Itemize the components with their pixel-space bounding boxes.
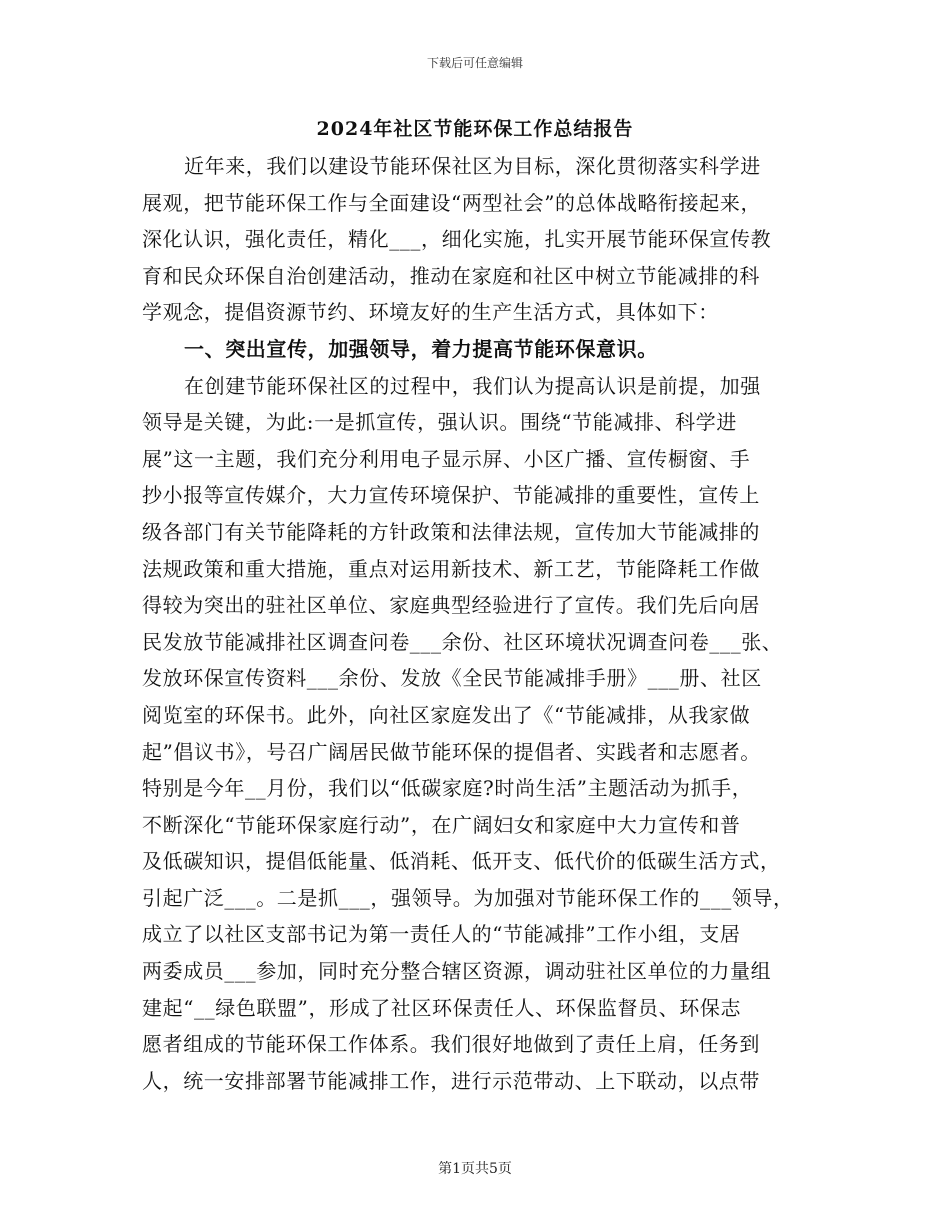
text-line: 得较为突出的驻社区单位、家庭典型经验进行了宣传。我们先后向居 — [142, 593, 760, 618]
text-line: 学观念，提倡资源节约、环境友好的生产生活方式，具体如下： — [142, 300, 719, 325]
page-footer: 第1页共5页 — [438, 1161, 512, 1177]
text-line: 法规政策和重大措施，重点对运用新技术、新工艺，节能降耗工作做 — [142, 556, 760, 581]
text-line: 特别是今年__月份，我们以“低碳家庭?时尚生活”主题活动为抓手， — [142, 776, 753, 801]
text-line: 级各部门有关节能降耗的方针政策和法律法规，宣传加大节能减排的 — [142, 519, 760, 544]
text-line: 引起广泛___。二是抓___，强领导。为加强对节能环保工作的___领导， — [142, 885, 794, 910]
text-line: 抄小报等宣传媒介，大力宣传环境保护、节能减排的重要性，宣传上 — [142, 483, 760, 508]
document-body — [142, 148, 814, 1099]
text-line: 建起“__绿色联盟”，形成了社区环保责任人、环保监督员、环保志 — [142, 995, 742, 1020]
text-line: 愿者组成的节能环保工作体系。我们很好地做到了责任上肩，任务到 — [142, 1032, 760, 1057]
text-line: 展观，把节能环保工作与全面建设“两型社会”的总体战略衔接起来， — [142, 190, 762, 215]
text-line: 深化认识，强化责任，精化___，细化实施，扎实开展节能环保宣传教 — [142, 227, 772, 252]
text-line: 领导是关键，为此:一是抓宣传，强认识。围绕“节能减排、科学进 — [142, 410, 737, 435]
header-note: 下载后可任意编辑 — [426, 56, 523, 70]
text-line: 在创建节能环保社区的过程中，我们认为提高认识是前提，加强 — [184, 373, 761, 398]
text-line: 起”倡议书》，号召广阔居民做节能环保的提倡者、实践者和志愿者。 — [142, 739, 761, 764]
section-heading: 一、突出宣传，加强领导，着力提高节能环保意识。 — [184, 336, 658, 361]
text-line: 及低碳知识，提倡低能量、低消耗、低开支、低代价的低碳生活方式， — [142, 849, 781, 874]
document-title: 2024年社区节能环保工作总结报告 — [316, 118, 634, 140]
text-line: 不断深化“节能环保家庭行动”，在广阔妇女和家庭中大力宣传和普 — [142, 812, 741, 837]
text-line: 人，统一安排部署节能减排工作，进行示范带动、上下联动，以点带 — [142, 1068, 760, 1093]
text-line: 阅览室的环保书。此外，向社区家庭发出了《“节能减排，从我家做 — [142, 702, 751, 727]
text-line: 近年来，我们以建设节能环保社区为目标，深化贯彻落实科学进 — [184, 154, 761, 178]
text-line: 民发放节能减排社区调查问卷___余份、社区环境状况调查问卷___张、 — [142, 629, 783, 654]
text-line: 成立了以社区支部书记为第一责任人的“节能减排”工作小组，支居 — [142, 922, 741, 947]
text-line: 发放环保宣传资料___余份、发放《全民节能减排手册》___册、社区 — [142, 666, 762, 691]
text-line: 展”这一主题，我们充分利用电子显示屏、小区广播、宣传橱窗、手 — [142, 446, 751, 471]
text-line: 育和民众环保自治创建活动，推动在家庭和社区中树立节能减排的科 — [142, 263, 760, 288]
text-line: 两委成员___参加，同时充分整合辖区资源，调动驻社区单位的力量组 — [142, 959, 772, 984]
